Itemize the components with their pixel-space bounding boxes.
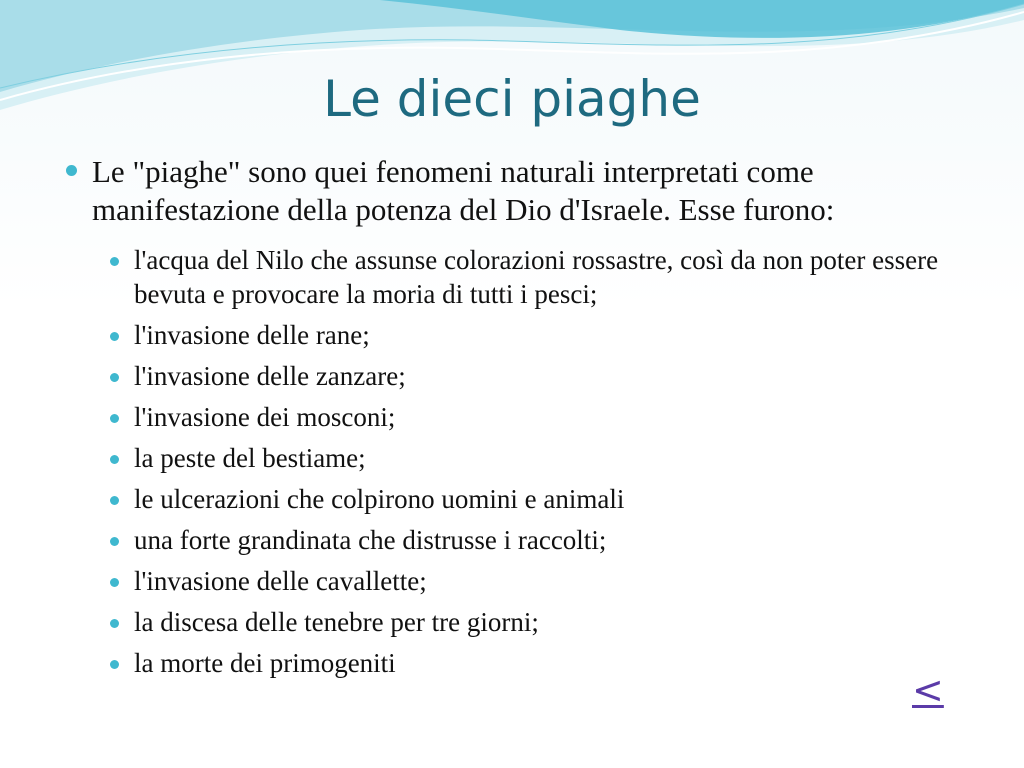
list-item-text: l'invasione dei mosconi; <box>134 402 396 432</box>
list-item <box>134 646 982 680</box>
list-item <box>134 243 982 311</box>
list-item <box>134 318 982 352</box>
list-item-text: una forte grandinata che distrusse i raccolti; <box>134 525 607 555</box>
list-item <box>134 400 982 434</box>
list-item-text: la discesa delle tenebre per tre giorni; <box>134 607 539 637</box>
list-item <box>134 441 982 475</box>
bullet-dot-icon <box>110 578 119 587</box>
intro-paragraph <box>92 153 982 229</box>
list-item-text: l'invasione delle zanzare; <box>134 361 406 391</box>
list-item <box>134 523 982 557</box>
bullet-dot-icon <box>110 257 119 266</box>
back-link[interactable]: < <box>912 668 944 712</box>
list-item-text: la morte dei primogeniti <box>134 648 396 678</box>
list-item-text: l'invasione delle rane; <box>134 320 370 350</box>
bullet-dot-icon <box>110 414 119 423</box>
list-item <box>134 359 982 393</box>
list-item-text: l'acqua del Nilo che assunse colorazioni rossastre, così da non poter essere bevuta e provocare la moria di tutti i pesci; <box>134 245 939 309</box>
list-item <box>134 482 982 516</box>
slide-content <box>92 153 982 687</box>
list-item <box>134 564 982 598</box>
plague-list <box>134 243 982 680</box>
bullet-dot-icon <box>110 660 119 669</box>
list-item-text: le ulcerazioni che colpirono uomini e animali <box>134 484 625 514</box>
intro-text: Le "piaghe" sono quei fenomeni naturali interpretati come manifestazione della potenza del Dio d'Israele. Esse furono: <box>92 154 835 227</box>
bullet-dot-icon <box>110 537 119 546</box>
bullet-dot-icon <box>110 496 119 505</box>
bullet-dot-icon <box>110 619 119 628</box>
bullet-dot-icon <box>110 373 119 382</box>
bullet-dot-icon <box>66 165 77 176</box>
bullet-dot-icon <box>110 455 119 464</box>
bullet-dot-icon <box>110 332 119 341</box>
slide-title: Le dieci piaghe <box>323 70 701 128</box>
list-item <box>134 605 982 639</box>
list-item-text: la peste del bestiame; <box>134 443 366 473</box>
list-item-text: l'invasione delle cavallette; <box>134 566 427 596</box>
